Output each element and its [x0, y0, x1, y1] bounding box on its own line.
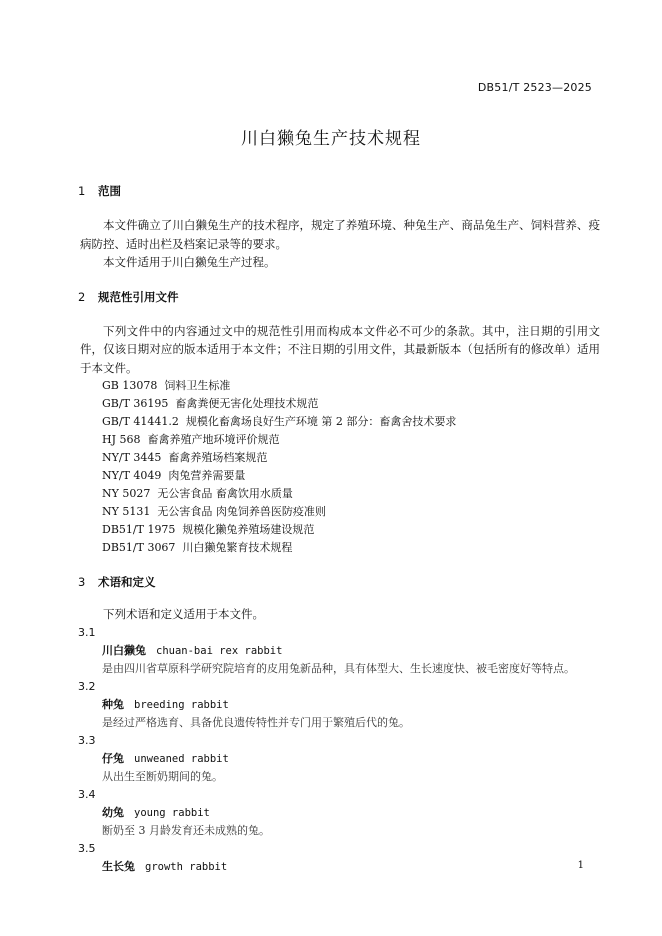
term-zh: 种兔 [102, 697, 124, 711]
section-number: 3 [78, 575, 86, 589]
reference-item: GB 13078 饲料卫生标准 [102, 379, 231, 392]
section-heading-scope [78, 182, 600, 200]
term-number: 3.5 [78, 841, 96, 855]
section-title: 术语和定义 [98, 575, 156, 589]
term-en: young rabbit [134, 806, 210, 819]
term-zh: 幼兔 [102, 805, 124, 819]
term-heading [102, 750, 600, 768]
term-zh: 川白獭兔 [102, 643, 146, 657]
section-heading-terms [78, 573, 600, 591]
reference-item: NY/T 3445 畜禽养殖场档案规范 [102, 451, 268, 464]
page-number: 1 [577, 860, 584, 871]
reference-item: GB/T 41441.2 规模化畜禽场良好生产环境 第 2 部分：畜禽舍技术要求 [102, 415, 457, 428]
paragraph: 下列术语和定义适用于本文件。 [103, 607, 264, 621]
paragraph: 本文件确立了川白獭兔生产的技术程序，规定了养殖环境、种兔生产、商品兔生产、饲料营养、疫病防控、适时出栏及档案记录等的要求。 [80, 218, 600, 251]
section-heading-normative-references [78, 288, 600, 306]
term-heading [102, 642, 600, 660]
term-en: breeding rabbit [134, 698, 229, 711]
section-number: 1 [78, 184, 86, 198]
term-number: 3.4 [78, 787, 96, 801]
term-en: growth rabbit [145, 860, 228, 873]
reference-item: NY 5027 无公害食品 畜禽饮用水质量 [102, 487, 293, 500]
document-title: 川白獭兔生产技术规程 [241, 129, 421, 149]
term-number: 3.3 [78, 733, 96, 747]
term-en: unweaned rabbit [134, 752, 229, 765]
reference-item: DB51/T 1975 规模化獭兔养殖场建设规范 [102, 523, 315, 536]
term-heading [102, 804, 600, 822]
term-definition: 从出生至断奶期间的兔。 [102, 769, 223, 783]
term-number: 3.1 [78, 625, 96, 639]
reference-item: NY/T 4049 肉兔营养需要量 [102, 469, 246, 482]
document-code: DB51/T 2523—2025 [477, 81, 592, 94]
paragraph: 下列文件中的内容通过文中的规范性引用而构成本文件必不可少的条款。其中，注日期的引用文件，仅该日期对应的版本适用于本文件；不注日期的引用文件，其最新版本（包括所有的修改单）适用于本文件。 [80, 323, 600, 375]
term-definition: 断奶至 3 月龄发育还未成熟的兔。 [102, 823, 270, 837]
reference-item: HJ 568 畜禽养殖产地环境评价规范 [102, 433, 280, 446]
term-heading [102, 858, 600, 876]
paragraph: 本文件适用于川白獭兔生产过程。 [103, 255, 276, 269]
term-number: 3.2 [78, 679, 96, 693]
term-heading [102, 696, 600, 714]
term-en: chuan-bai rex rabbit [156, 644, 283, 657]
reference-item: GB/T 36195 畜禽粪便无害化处理技术规范 [102, 397, 319, 410]
document-body [78, 180, 600, 876]
reference-item: DB51/T 3067 川白獭兔繁育技术规程 [102, 541, 293, 554]
term-zh: 生长兔 [102, 859, 135, 873]
term-zh: 仔兔 [102, 751, 124, 765]
section-title: 规范性引用文件 [98, 289, 179, 304]
reference-item: NY 5131 无公害食品 肉兔饲养兽医防疫准则 [102, 505, 326, 518]
term-definition: 是经过严格选育、具备优良遗传特性并专门用于繁殖后代的兔。 [102, 715, 410, 729]
section-title: 范围 [98, 184, 121, 198]
section-number: 2 [78, 289, 86, 304]
term-definition: 是由四川省草原科学研究院培育的皮用兔新品种，具有体型大、生长速度快、被毛密度好等特点。 [102, 661, 575, 675]
